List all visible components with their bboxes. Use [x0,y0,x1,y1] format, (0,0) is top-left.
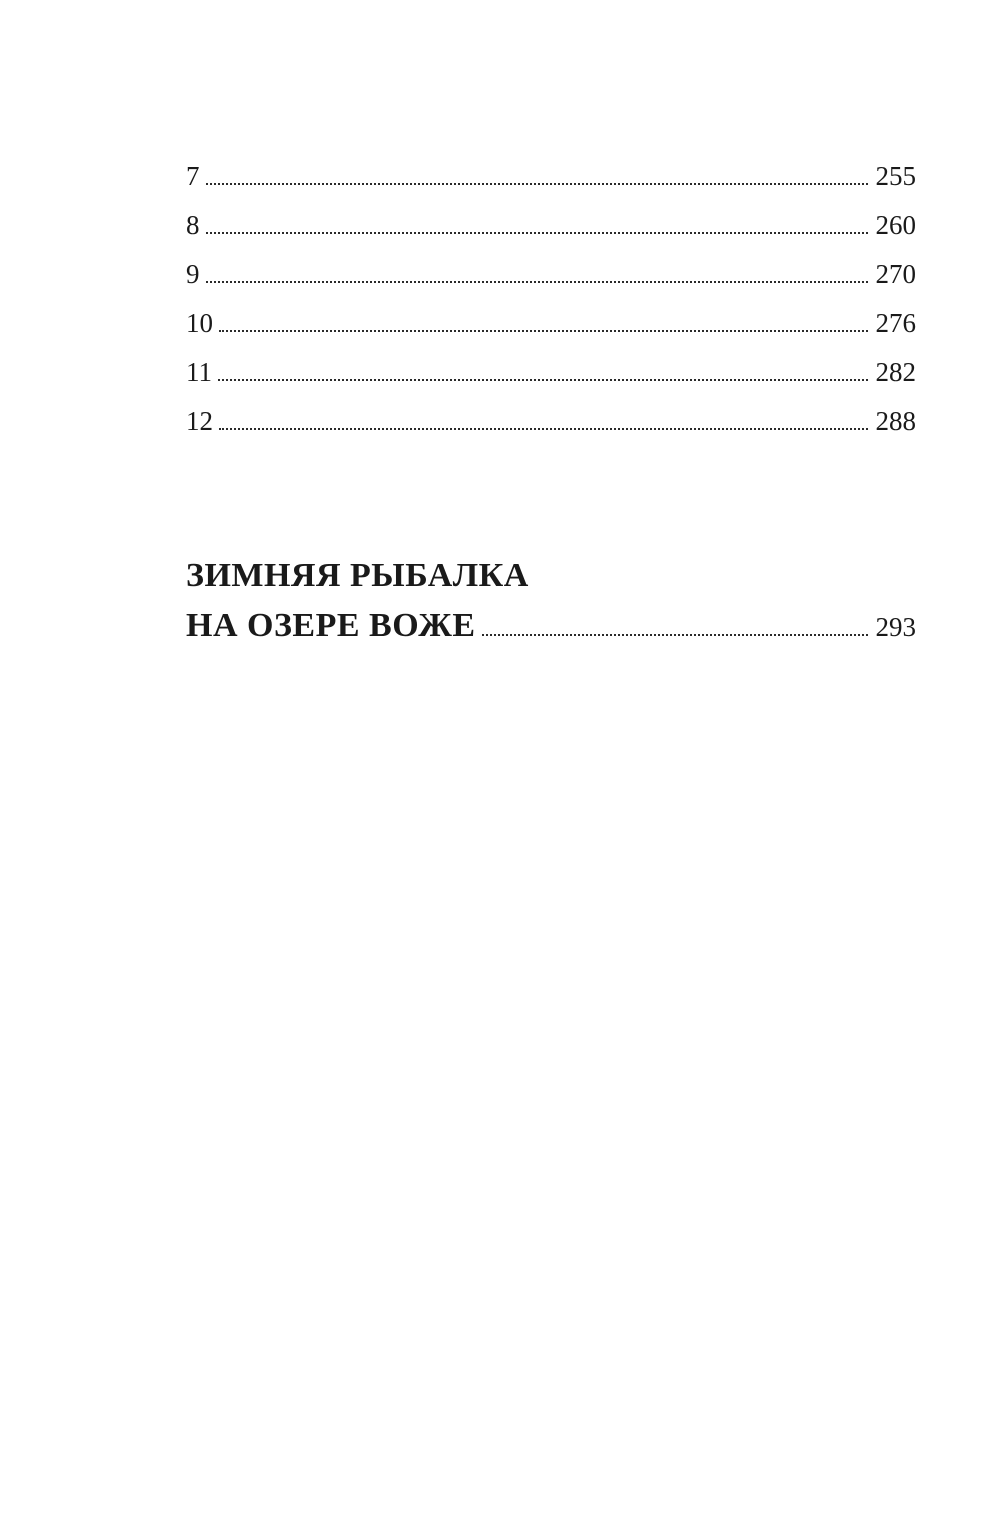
dot-leader [219,330,868,332]
section-title-row [186,601,916,652]
dot-leader [206,183,868,185]
toc-entry-label: 11 [186,357,212,387]
toc-entry-label: 9 [186,259,200,289]
toc-entry-label: 10 [186,308,213,338]
section-title-line-1: ЗИМНЯЯ РЫБАЛКА [186,557,529,594]
toc-entry-label: 8 [186,210,200,240]
toc-entry[interactable] [186,201,916,250]
toc-entry[interactable] [186,397,916,446]
dot-leader [219,428,868,430]
toc-entry-page: 288 [875,406,916,436]
toc-entry[interactable] [186,250,916,299]
toc-entry[interactable] [186,299,916,348]
dot-leader [206,232,868,234]
toc-entry-label: 12 [186,406,213,436]
toc-section-entry[interactable] [186,551,916,652]
dot-leader [206,281,868,283]
section-page-number: 293 [875,612,916,642]
toc-entry-page: 270 [875,259,916,289]
dot-leader [482,634,868,636]
toc-entry[interactable] [186,348,916,397]
toc-entry-page: 255 [875,161,916,191]
table-of-contents [186,152,916,446]
toc-entry-label: 7 [186,161,200,191]
section-title-line-2: НА ОЗЕРЕ ВОЖЕ [186,607,476,644]
toc-entry-page: 260 [875,210,916,240]
dot-leader [218,379,868,381]
toc-entry-page: 282 [875,357,916,387]
toc-entry-page: 276 [875,308,916,338]
toc-entry[interactable] [186,152,916,201]
